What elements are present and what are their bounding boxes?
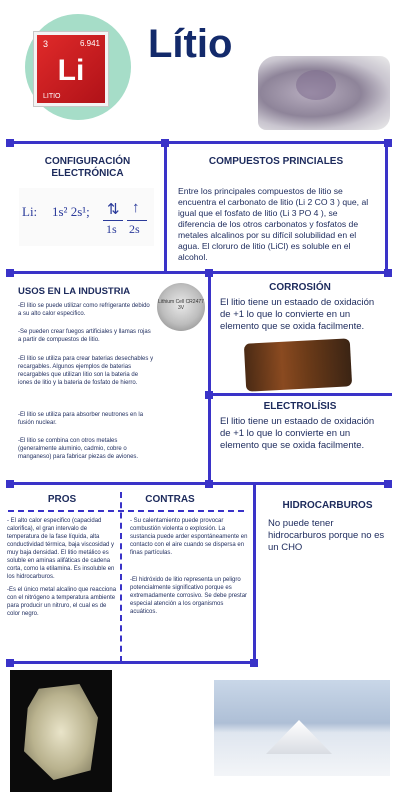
usos-item: -El litio se combina con otros metales (generalmente aluminio, cadmio, cobre o manganeso) para fabricar piezas de aviones. bbox=[18, 438, 139, 460]
divider-top bbox=[8, 141, 392, 144]
pros-item: -Es el único metal alcalino que reacciona con el nitrógeno a temperatura ambiente para producir un nitruro, el cual es de color negro. bbox=[7, 587, 117, 617]
pros-title: PROS bbox=[47, 494, 77, 505]
electrolisis-title: ELECTROLÍSIS bbox=[263, 401, 337, 412]
corrosion-title: CORROSIÓN bbox=[269, 282, 331, 293]
corroded-battery-image bbox=[244, 338, 352, 391]
salt-flat-image bbox=[214, 680, 390, 776]
divider-lower bbox=[8, 482, 392, 485]
electron-config-box bbox=[19, 188, 154, 246]
divider-vertical-top bbox=[164, 141, 167, 273]
contras-item: - Su calentamiento puede provocar combustión violenta o explosión. La sustancia puede arder espontáneamente en contacto con el aire cuando se dispersa en finas partículas. bbox=[130, 518, 248, 556]
element-tile bbox=[34, 32, 108, 106]
usos-item: -El litio se utiliza para absorber neutrones en la fusión nuclear. bbox=[18, 412, 144, 426]
contras-title: CONTRAS bbox=[145, 494, 195, 505]
corrosion-text: El litio tiene un estaado de oxidación de +1 lo que lo convierte en un elemento que se oxida facilmente. bbox=[220, 297, 375, 332]
orbital-2s-arrow: ↑ bbox=[132, 200, 140, 216]
line-node bbox=[6, 659, 14, 667]
compuestos-title: COMPUESTOS PRINCIALES bbox=[208, 156, 344, 167]
lithium-crystal-image bbox=[10, 670, 112, 792]
line-node bbox=[6, 269, 14, 277]
config-formula: 1s² 2s¹; bbox=[52, 204, 90, 219]
divider-vertical-mid bbox=[208, 271, 211, 481]
electrolisis-text: El litio tiene un estaado de oxidación de +1 lo que lo convierte en un elemento que se oxida facilmente. bbox=[220, 416, 375, 451]
page-title: Lítio bbox=[148, 22, 233, 66]
divider-right-top bbox=[385, 141, 388, 273]
orbital-1s-label: 1s bbox=[106, 222, 117, 236]
element-symbol: Li bbox=[57, 54, 85, 87]
hidrocarburos-title: HIDROCARBUROS bbox=[282, 500, 373, 511]
line-node bbox=[205, 391, 213, 399]
usos-title: USOS EN LA INDUSTRIA bbox=[18, 286, 131, 297]
divider-pros-contras bbox=[120, 492, 122, 662]
usos-item: -El litio se utiliza para crear baterias desechables y recargables. Algunos ejemplos de baterias recargables que utilizan litio son la bateria de iones de litio y la bateria de fosfato de hierro. bbox=[18, 356, 154, 386]
orbital-line bbox=[103, 220, 123, 221]
divider-corrosion bbox=[208, 393, 392, 396]
element-name: LITIO bbox=[43, 93, 61, 100]
line-node bbox=[384, 269, 392, 277]
orbital-line bbox=[127, 220, 147, 221]
line-node bbox=[384, 480, 392, 488]
usos-item: -El litio se puede utilizar como refrigerante debido a su alto calor especifico. bbox=[18, 303, 150, 317]
atomic-number: 3 bbox=[43, 39, 49, 49]
atomic-mass: 6.941 bbox=[79, 39, 100, 48]
config-title: CONFIGURACIÓN ELECTRÓNICA bbox=[44, 156, 131, 179]
battery-label: Lithium Cell CR2477 3V bbox=[158, 299, 204, 311]
divider-dashed bbox=[8, 510, 244, 512]
divider-vertical-bottom bbox=[253, 482, 256, 662]
hidrocarburos-text: No puede tener hidrocarburos porque no es un CHO bbox=[268, 518, 385, 553]
line-node bbox=[6, 480, 14, 488]
divider-middle bbox=[8, 271, 392, 274]
orbital-2s-label: 2s bbox=[129, 222, 140, 236]
line-node bbox=[205, 480, 213, 488]
compuestos-text: Entre los principales compuestos de litio se encuentra el carbonato de litio (Li 2 CO 3 ) que, al igual que el fosfato de litio (Li 3 PO 4 ), se diferencia de los otros carbonatos y fosfatos de metales alcalinos por su difícil solubilidad en el agua. El cloruro de litio (LiCl) es soluble en el alcohol. bbox=[178, 186, 369, 262]
battery-image bbox=[157, 283, 205, 331]
divider-bottom bbox=[8, 661, 256, 664]
orbital-1s-arrows: ⇅ bbox=[107, 202, 120, 218]
config-symbol: Li: bbox=[22, 204, 38, 219]
usos-item: -Se pueden crear fuegos artificiales y llamas rojas a partir de compuestos de litio. bbox=[18, 329, 151, 343]
pros-item: - El alto calor especifico (capacidad calorifica), el gran intervalo de temperatura de la fase líquida, alta conductividad térmica, baja viscosidad y muy baja densidad. El litio metálico es soluble en aminas alifáticas de cadena corta, como la etilamina. Es insoluble en los hidrocarburos. bbox=[7, 518, 115, 580]
line-node bbox=[6, 139, 14, 147]
contras-item: -El hidróxido de litio representa un peligro potencialmente significativo porque es extremadamente corrosivo. Se debe prestar especial atención a los organismos acuáticos. bbox=[130, 577, 248, 615]
lithium-mineral-image bbox=[258, 56, 390, 130]
line-node bbox=[250, 659, 258, 667]
